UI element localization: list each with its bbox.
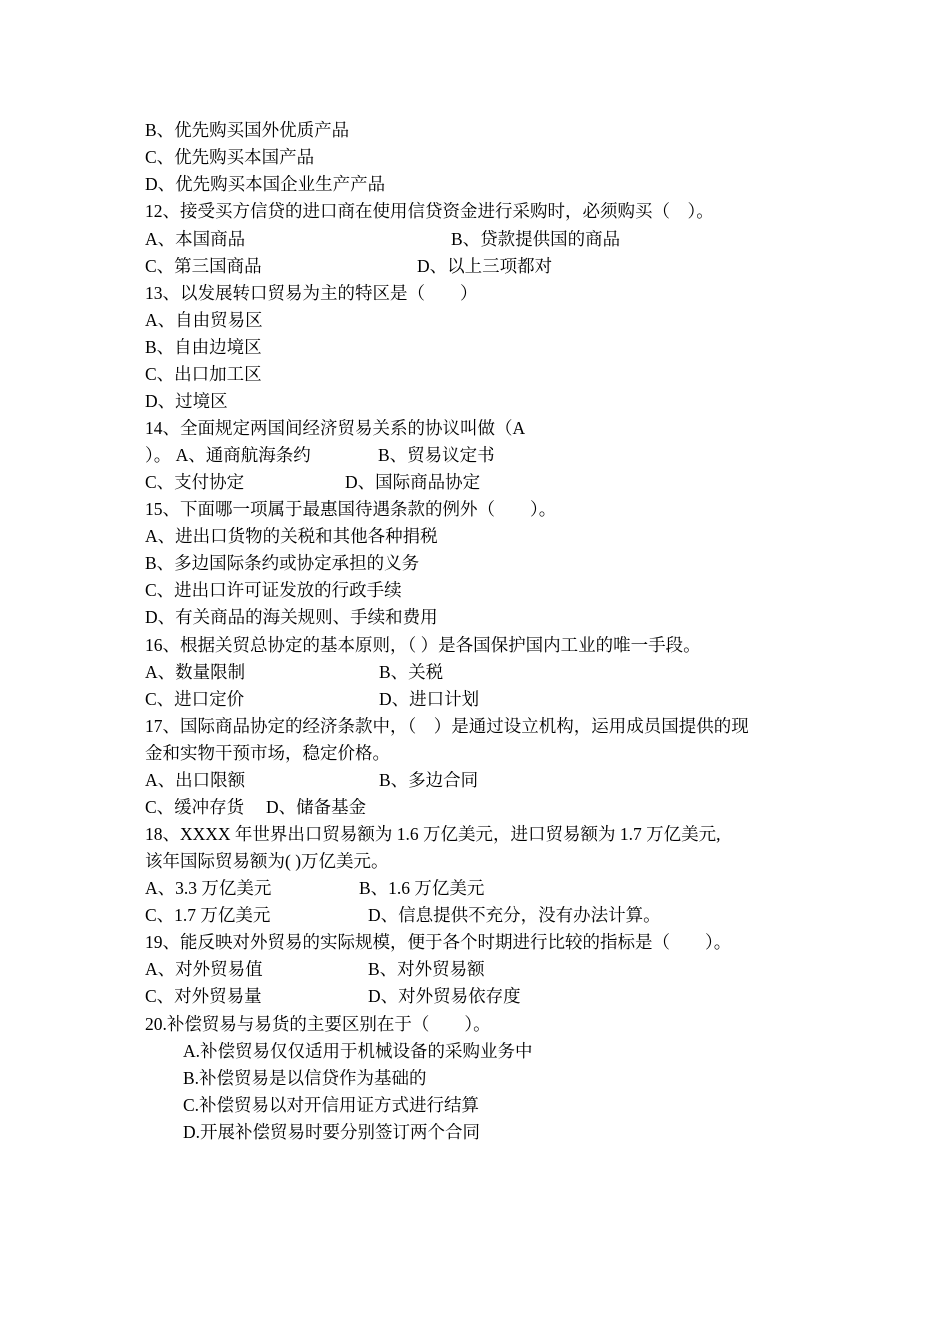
option-line: B、自由边境区: [145, 337, 262, 357]
option-line: C、进口定价: [145, 689, 245, 709]
option-line: A、本国商品: [145, 229, 246, 249]
option-line: A、3.3 万亿美元: [145, 878, 272, 898]
option-line: C.补偿贸易以对开信用证方式进行结算: [183, 1095, 480, 1115]
question-13: 13、以发展转口贸易为主的特区是（ ）: [145, 283, 478, 303]
option-line: ）。 A、通商航海条约: [145, 445, 311, 465]
question-14: 14、全面规定两国间经济贸易关系的协议叫做（A: [145, 418, 526, 438]
question-17-continued: 金和实物干预市场，稳定价格。: [145, 743, 390, 763]
option-line: B、多边合同: [379, 770, 479, 790]
option-line: B、贷款提供国的商品: [451, 229, 621, 249]
question-18-continued: 该年国际贸易额为( )万亿美元。: [145, 851, 389, 871]
question-17: 17、国际商品协定的经济条款中，（ ）是通过设立机构，运用成员国提供的现: [145, 716, 749, 736]
question-16: 16、根据关贸总协定的基本原则，（ ）是各国保护国内工业的唯一手段。: [145, 635, 701, 655]
option-line: C、缓冲存货 D、储备基金: [145, 797, 367, 817]
option-line: A、出口限额: [145, 770, 246, 790]
option-line: D、优先购买本国企业生产产品: [145, 174, 386, 194]
option-line: C、进出口许可证发放的行政手续: [145, 580, 402, 600]
option-line: A、数量限制: [145, 662, 246, 682]
question-18: 18、XXXX 年世界出口贸易额为 1.6 万亿美元，进口贸易额为 1.7 万亿美元,: [145, 824, 721, 844]
option-line: A、进出口货物的关税和其他各种捐税: [145, 526, 438, 546]
option-line: B、贸易议定书: [378, 445, 495, 465]
question-20: 20.补偿贸易与易货的主要区别在于（ ）。: [145, 1014, 491, 1034]
question-12: 12、接受买方信贷的进口商在使用信贷资金进行采购时，必须购买（ ）。: [145, 201, 714, 221]
option-line: B.补偿贸易是以信贷作为基础的: [183, 1068, 427, 1088]
option-line: C、出口加工区: [145, 364, 262, 384]
option-line: B、1.6 万亿美元: [359, 878, 485, 898]
option-line: D、对外贸易依存度: [368, 986, 521, 1006]
option-line: A、自由贸易区: [145, 310, 263, 330]
option-line: B、对外贸易额: [368, 959, 485, 979]
option-line: D、有关商品的海关规则、手续和费用: [145, 607, 438, 627]
option-line: C、1.7 万亿美元: [145, 905, 271, 925]
option-line: B、关税: [379, 662, 444, 682]
option-line: C、对外贸易量: [145, 986, 262, 1006]
option-line: C、第三国商品: [145, 256, 262, 276]
option-line: A.补偿贸易仅仅适用于机械设备的采购业务中: [183, 1041, 533, 1061]
option-line: D、信息提供不充分，没有办法计算。: [368, 905, 661, 925]
option-line: D.开展补偿贸易时要分别签订两个合同: [183, 1122, 481, 1142]
option-line: B、多边国际条约或协定承担的义务: [145, 553, 420, 573]
option-line: D、过境区: [145, 391, 228, 411]
option-line: D、以上三项都对: [417, 256, 553, 276]
option-line: C、优先购买本国产品: [145, 147, 315, 167]
question-15: 15、下面哪一项属于最惠国待遇条款的例外（ ）。: [145, 499, 557, 519]
option-line: D、进口计划: [379, 689, 480, 709]
question-19: 19、能反映对外贸易的实际规模，便于各个时期进行比较的指标是（ ）。: [145, 932, 732, 952]
option-line: A、对外贸易值: [145, 959, 263, 979]
option-line: D、国际商品协定: [345, 472, 481, 492]
option-line: C、支付协定: [145, 472, 245, 492]
option-line: B、优先购买国外优质产品: [145, 120, 350, 140]
